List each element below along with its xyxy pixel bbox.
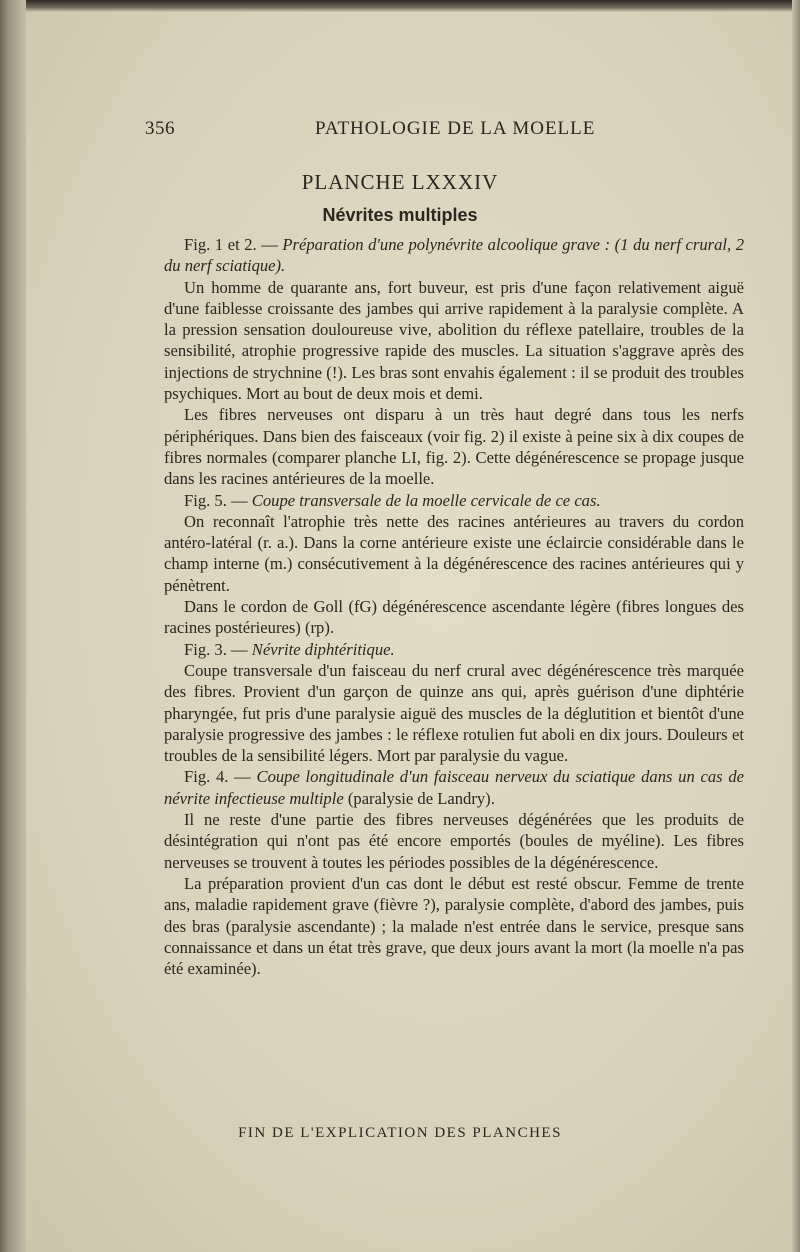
paragraph-italic: Préparation d'une polynévrite alcoolique grave : (1 du nerf crural, 2 du nerf sciatique). xyxy=(164,235,744,276)
paragraph-italic: Coupe transversale de la moelle cervicale de ce cas. xyxy=(251,490,601,510)
paragraph-lead: Fig. 3. — xyxy=(184,639,252,659)
page-number: 356 xyxy=(145,118,175,139)
paragraph xyxy=(164,639,744,660)
paragraph xyxy=(164,511,744,596)
paragraph xyxy=(164,404,744,489)
paragraph xyxy=(164,809,744,873)
paragraph-rest: Dans le cordon de Goll (fG) dégénérescence ascendante légère (fibres longues des racines postérieures) (rp). xyxy=(164,597,744,638)
paragraph xyxy=(164,766,744,809)
paragraph-lead: Fig. 1 et 2. — xyxy=(184,235,283,254)
paragraph-rest: La préparation provient d'un cas dont le début est resté obscur. Femme de trente ans, maladie rapidement grave (fièvre ?), paralysie complète, d'abord des jambes, puis des bras (paralysie ascendante) ; la malade n'est entrée dans le service, presque sans connaissance et dans un état très grave, que deux jours avant la mort (la moelle n'a pas été examinée). xyxy=(164,873,744,979)
running-title: PATHOLOGIE DE LA MOELLE xyxy=(315,118,596,139)
paragraph xyxy=(164,873,744,979)
paragraph-rest: (paralysie de Landry). xyxy=(343,788,495,808)
paragraph xyxy=(164,234,744,277)
paragraph-rest: Les fibres nerveuses ont disparu à un très haut degré dans tous les nerfs périphériques. Dans bien des faisceaux (voir fig. 2) il existe à peine six à dix coupes de fibres normales (comparer planche LI, fig. 2). Cette dégénérescence se propage jusque dans les racines antérieures de la moelle. xyxy=(164,405,744,489)
end-note: FIN DE L'EXPLICATION DES PLANCHES xyxy=(238,1125,562,1141)
paragraph-rest: On reconnaît l'atrophie très nette des racines antérieures au travers du cordon antéro-latéral (r. a.). Dans la corne antérieure existe une éclaircie considérable dans le champ interne (m.) consécutivement à la dégénérescence des racines antérieures qui y pénètrent. xyxy=(164,511,744,595)
paragraph-lead: Fig. 4. — xyxy=(184,767,257,787)
paragraph xyxy=(164,490,744,511)
paragraph-italic: Névrite diphtéritique. xyxy=(251,639,395,659)
paragraph xyxy=(164,596,744,639)
paragraph-italic: Coupe longitudinale d'un faisceau nerveux du sciatique dans un cas de névrite infectieuse multiple xyxy=(164,767,745,808)
body-text xyxy=(164,234,744,979)
plate-title: PLANCHE LXXXIV xyxy=(301,170,499,194)
section-subtitle: Névrites multiples xyxy=(322,205,478,225)
paragraph-rest: Il ne reste d'une partie des fibres nerveuses dégénérées que les produits de désintégration qui n'ont pas été encore emportés (boules de myéline). Les fibres nerveuses se trouvent à toutes les périodes possibles de la dégénérescence. xyxy=(164,810,744,872)
page-top-edge xyxy=(26,0,800,12)
paragraph xyxy=(164,277,744,405)
paragraph-rest: Coupe transversale d'un faisceau du nerf crural avec dégénérescence très marquée des fibres. Provient d'un garçon de quinze ans qui, après guérison d'une diphtérie pharyngée, fut pris d'une paralysie aiguë des muscles de la déglutition et bientôt d'une paralysie progressive des jambes : le réflexe rotulien fut aboli en dix jours. Douleurs et troubles de la sensibilité légers. Mort par paralysie du vague. xyxy=(164,660,744,766)
running-header xyxy=(145,118,635,142)
paragraph-rest: Un homme de quarante ans, fort buveur, est pris d'une façon relativement aiguë d'une faiblesse croissante des jambes qui arrive rapidement à la paralysie complète. A la pression sensation douloureuse vive, abolition du réflexe patellaire, troubles de la sensibilité, atrophie progressive rapide des muscles. La situation s'aggrave après des injections de strychnine (!). Les bras sont envahis également : il se produit des troubles psychiques. Mort au bout de deux mois et demi. xyxy=(164,277,744,404)
paragraph xyxy=(164,660,744,766)
paragraph-lead: Fig. 5. — xyxy=(184,490,252,510)
